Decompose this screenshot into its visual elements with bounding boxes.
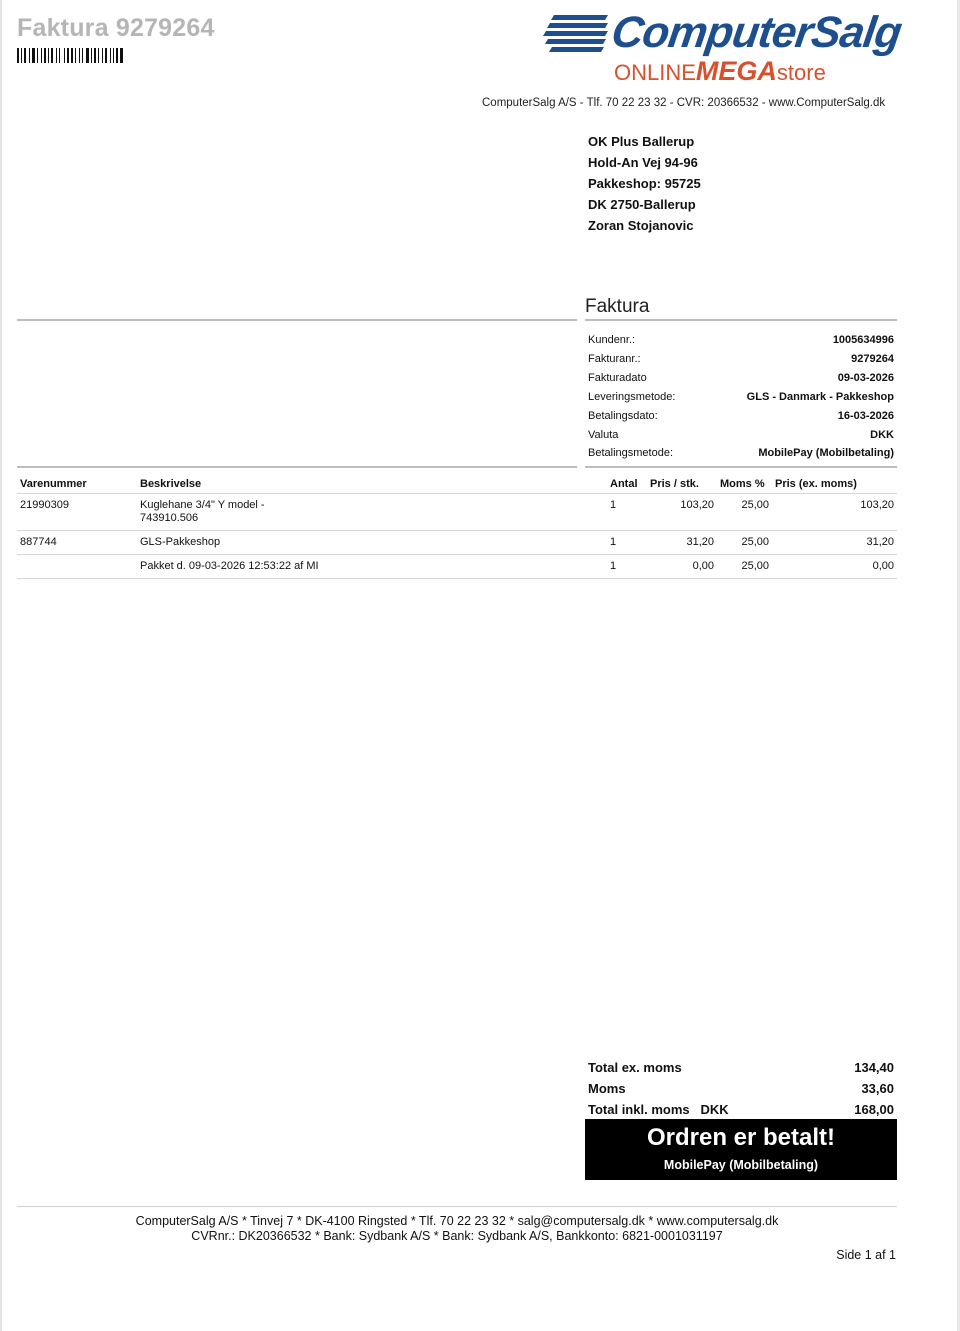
barcode-bar: [56, 48, 57, 63]
detail-label: Kundenr.:: [588, 334, 636, 346]
logo-stripes-icon: [542, 15, 608, 55]
barcode-bar: [64, 48, 65, 63]
logo-tag-online: ONLINE: [614, 60, 696, 85]
address-line: Hold-An Vej 94-96: [588, 155, 698, 170]
detail-label: Fakturadato: [588, 371, 647, 384]
barcode-bar: [29, 48, 30, 63]
invoice-heading: Faktura: [585, 296, 650, 317]
barcode-bar: [116, 48, 118, 63]
total-ex-vat-row: [588, 1057, 894, 1078]
barcode-bar: [120, 48, 123, 63]
barcode-bar: [79, 48, 80, 63]
barcode-bar: [48, 48, 49, 63]
logo-tagline: [614, 56, 826, 87]
cell-total: 0,00: [772, 555, 897, 579]
barcode-bar: [75, 48, 76, 63]
divider: [585, 319, 897, 321]
detail-label: Betalingsmetode:: [588, 447, 673, 460]
barcode-bar: [94, 48, 96, 63]
total-value: 134,40: [854, 1060, 894, 1075]
logo-tag-store: store: [776, 60, 826, 85]
detail-row: [588, 350, 894, 369]
cell-unit-price: 0,00: [647, 555, 717, 579]
barcode-bar: [98, 48, 99, 63]
barcode-bar: [113, 48, 114, 63]
description-line: 743910.506: [140, 512, 199, 524]
footer-line: CVRnr.: DK20366532 * Bank: Sydbank A/S * Bank: Sydbank A/S, Bankkonto: 6821-0001031197: [191, 1229, 723, 1243]
divider: [585, 466, 897, 468]
total-label: [588, 1099, 729, 1120]
detail-row: [588, 369, 894, 388]
column-header-description: Beskrivelse: [137, 474, 607, 494]
cell-unit-price: 31,20: [647, 531, 717, 555]
barcode-bar: [41, 48, 42, 63]
barcode-bar: [21, 48, 22, 63]
cell-sku: [17, 555, 137, 579]
detail-value: 09-03-2026: [837, 371, 894, 384]
cell-quantity: 1: [607, 494, 647, 531]
barcode-bar: [51, 48, 53, 63]
table-row: [17, 555, 897, 579]
vat-row: [588, 1078, 894, 1099]
address-line: DK 2750-Ballerup: [588, 197, 696, 212]
detail-value: 9279264: [851, 352, 894, 365]
barcode-bar: [32, 48, 35, 63]
table-header-row: [17, 474, 897, 494]
document-title: Faktura 9279264: [17, 14, 215, 42]
page-number: Side 1 af 1: [836, 1248, 896, 1262]
footer: [17, 1214, 897, 1244]
detail-value: GLS - Danmark - Pakkeshop: [746, 390, 894, 403]
cell-description: [137, 494, 607, 531]
column-header-total: Pris (ex. moms): [772, 474, 897, 494]
company-info-line: ComputerSalg A/S - Tlf. 70 22 23 32 - CVR: 20366532 - www.ComputerSalg.dk: [482, 97, 886, 109]
detail-value: DKK: [870, 428, 894, 441]
description-line: GLS-Pakkeshop: [140, 536, 221, 548]
barcode-icon: [17, 48, 163, 63]
cell-total: 31,20: [772, 531, 897, 555]
barcode-bar: [59, 48, 60, 63]
divider: [17, 319, 577, 321]
detail-value: MobilePay (Mobilbetaling): [758, 447, 894, 460]
total-value: 168,00: [854, 1102, 894, 1117]
barcode-bar: [110, 48, 111, 63]
currency-code: DKK: [700, 1102, 729, 1117]
column-header-unit-price: Pris / stk.: [647, 474, 717, 494]
column-header-sku: Varenummer: [17, 474, 137, 494]
cell-vat: 25,00: [717, 531, 772, 555]
detail-row: [588, 407, 894, 426]
cell-sku: 21990309: [17, 494, 137, 531]
total-label: Total ex. moms: [588, 1060, 682, 1075]
detail-label: Betalingsdato:: [588, 409, 658, 422]
line-items-table: [17, 474, 897, 579]
address-line: OK Plus Ballerup: [588, 134, 695, 149]
cell-sku: 887744: [17, 531, 137, 555]
total-incl-label: Total inkl. moms: [588, 1102, 690, 1117]
cell-quantity: 1: [607, 555, 647, 579]
description-line: Kuglehane 3/4" Y model -: [140, 499, 265, 511]
logo-wordmark: ComputerSalg: [608, 8, 905, 57]
detail-label: Leveringsmetode:: [588, 390, 676, 403]
total-value: 33,60: [861, 1081, 894, 1096]
detail-value: 16-03-2026: [837, 409, 894, 422]
cell-vat: 25,00: [717, 494, 772, 531]
paid-title: Ordren er betalt!: [646, 1124, 836, 1151]
detail-label: Fakturanr.:: [588, 352, 641, 365]
divider: [17, 466, 577, 468]
table-row: [17, 531, 897, 555]
barcode-bar: [17, 48, 19, 63]
barcode-bar: [86, 48, 89, 63]
paid-method: MobilePay (Mobilbetaling): [663, 1158, 819, 1172]
address-line: Pakkeshop: 95725: [588, 176, 701, 191]
paid-status-banner: [585, 1119, 897, 1180]
address-line: Zoran Stojanovic: [588, 218, 694, 233]
barcode-bar: [37, 48, 38, 63]
barcode-bar: [44, 48, 46, 63]
cell-description: [137, 555, 607, 579]
barcode-bar: [91, 48, 92, 63]
delivery-address: [588, 131, 701, 236]
detail-row: [588, 426, 894, 445]
detail-row: [588, 331, 894, 350]
cell-total: 103,20: [772, 494, 897, 531]
page-left-edge: [0, 0, 2, 1331]
detail-value: 1005634996: [832, 334, 894, 346]
divider: [17, 1206, 897, 1207]
detail-row: [588, 388, 894, 407]
totals-block: [588, 1057, 894, 1120]
barcode-bar: [105, 48, 107, 63]
footer-line: ComputerSalg A/S * Tinvej 7 * DK-4100 Ringsted * Tlf. 70 22 23 32 * salg@computersalg.dk * www.computersalg.dk: [135, 1214, 779, 1228]
logo-tag-mega: MEGA: [695, 56, 777, 86]
table-row: [17, 494, 897, 531]
cell-quantity: 1: [607, 531, 647, 555]
barcode-bar: [67, 48, 69, 63]
barcode-bar: [82, 48, 83, 63]
column-header-quantity: Antal: [607, 474, 647, 494]
detail-label: Valuta: [588, 428, 619, 441]
cell-unit-price: 103,20: [647, 494, 717, 531]
barcode-bar: [102, 48, 103, 63]
invoice-details: [588, 331, 894, 463]
barcode-bar: [24, 48, 26, 63]
description-line: Pakket d. 09-03-2026 12:53:22 af MI: [140, 560, 319, 572]
barcode-bar: [71, 48, 73, 63]
cell-vat: 25,00: [717, 555, 772, 579]
total-label: Moms: [588, 1081, 626, 1096]
column-header-vat: Moms %: [717, 474, 772, 494]
total-incl-vat-row: [588, 1099, 894, 1120]
cell-description: [137, 531, 607, 555]
detail-row: [588, 444, 894, 463]
